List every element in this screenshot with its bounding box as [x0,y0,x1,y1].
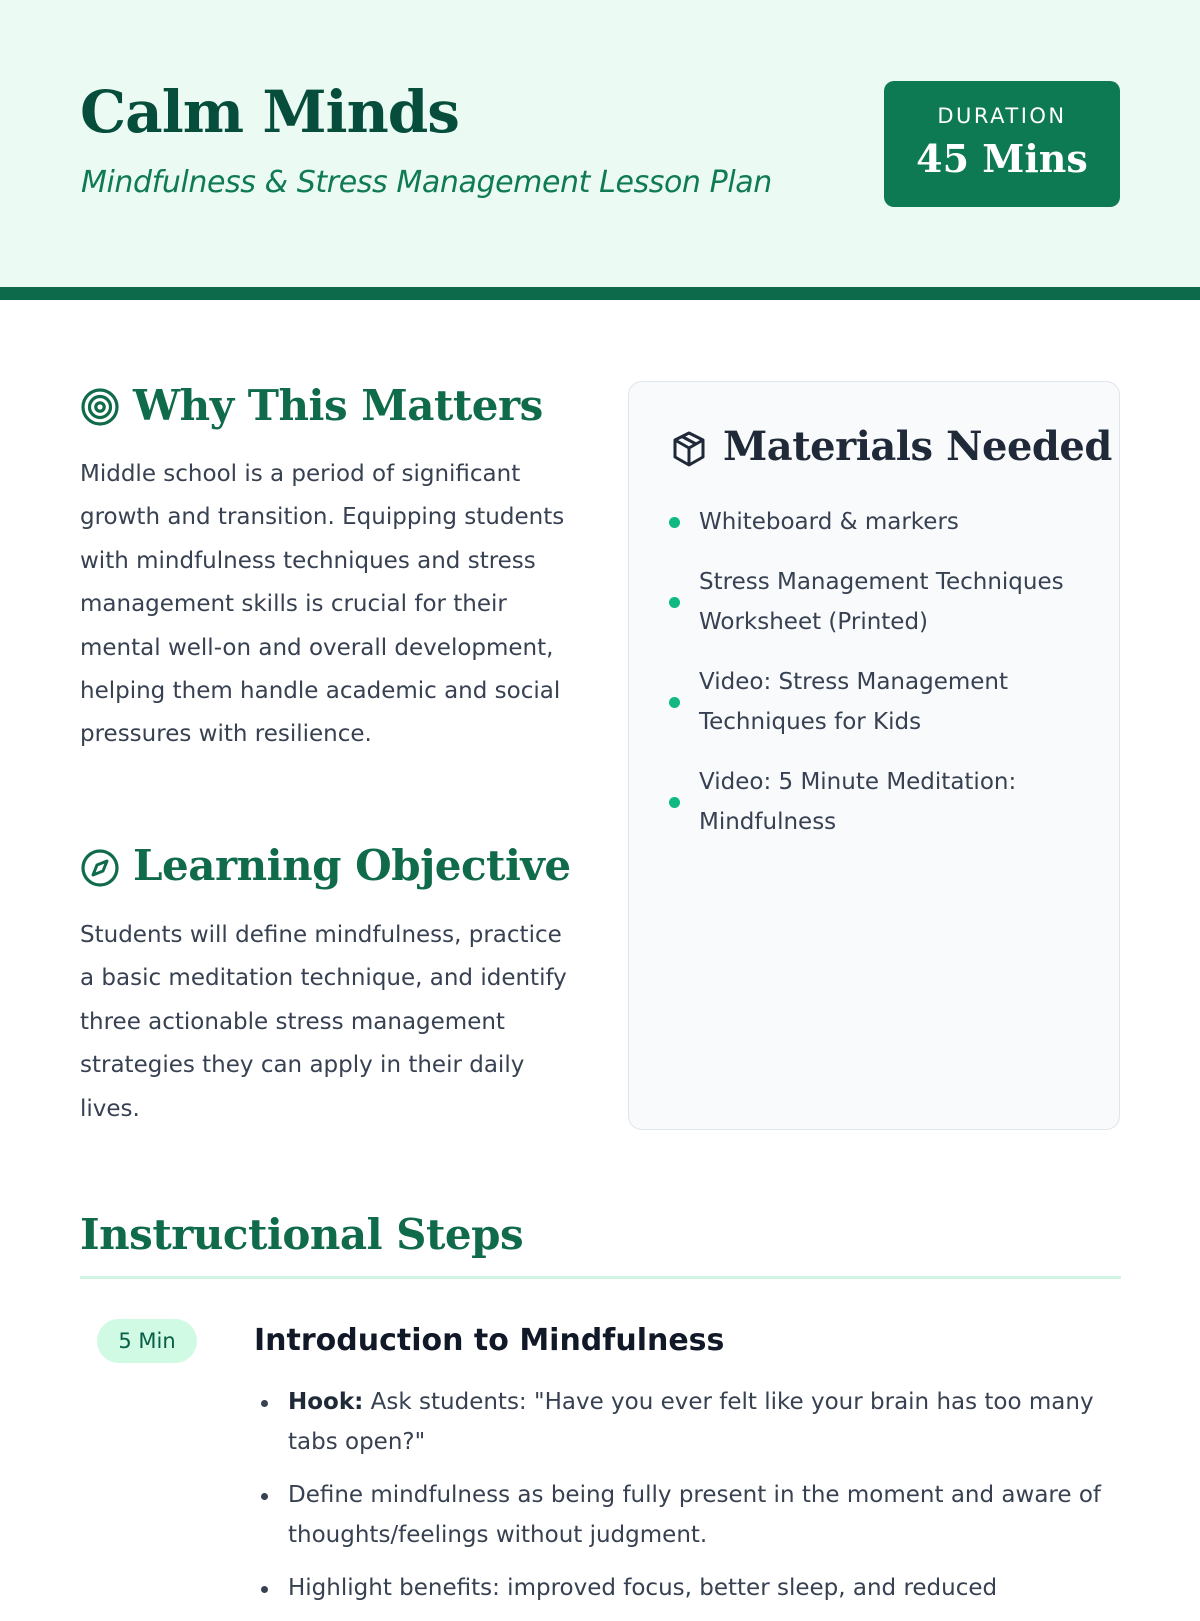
material-label: Video: 5 Minute Meditation: Mindfulness [699,769,1017,835]
lesson-header [0,0,1200,300]
duration-label: DURATION [937,104,1067,128]
duration-badge [884,81,1120,207]
box-icon [671,430,707,472]
material-label: Stress Management Techniques Worksheet (Printed) [699,569,1064,635]
bullet-dot [669,597,680,608]
step-bullet-list [254,1382,1124,1621]
page-subtitle: Mindfulness & Stress Management Lesson Plan [81,165,772,200]
objective-title: Learning Objective [133,841,571,890]
why-body: Middle school is a period of significant growth and transition. Equipping students with mindfulness techniques and stress management skills is crucial for their mental well-on and overall development, helping them handle academic and social pressures with resilience. [80,461,565,748]
duration-value: 45 Mins [916,136,1088,181]
step-title: Introduction to Mindfulness [254,1323,725,1358]
step-bullet [254,1382,1124,1462]
materials-card [628,381,1120,1130]
why-title: Why This Matters [133,381,543,430]
section-divider [80,1276,1121,1279]
bullet-lead: Hook: [288,1389,364,1415]
bullet-dot [669,697,680,708]
materials-title: Materials Needed [723,423,1112,470]
step-bullet [254,1475,1124,1555]
step-bullet [254,1568,1124,1608]
target-icon [80,387,120,431]
page-title: Calm Minds [80,78,459,146]
bullet-dot [669,797,680,808]
bullet-text: Define mindfulness as being fully present in the moment and aware of thoughts/feelings without judgment. [288,1482,1101,1548]
bullet-text: Ask students: "Have you ever felt like your brain has too many tabs open?" [288,1389,1094,1455]
material-label: Video: Stress Management Techniques for Kids [699,669,1009,735]
objective-body: Students will define mindfulness, practice a basic meditation technique, and identify three actionable stress management strategies they can apply in their daily lives. [80,922,567,1122]
material-label: Whiteboard & markers [699,509,959,535]
bullet-text: Highlight benefits: improved focus, better sleep, and reduced [288,1575,998,1601]
compass-icon [80,848,120,892]
step-duration-badge: 5 Min [97,1319,197,1363]
bullet-dot [669,517,680,528]
steps-title: Instructional Steps [80,1210,524,1259]
